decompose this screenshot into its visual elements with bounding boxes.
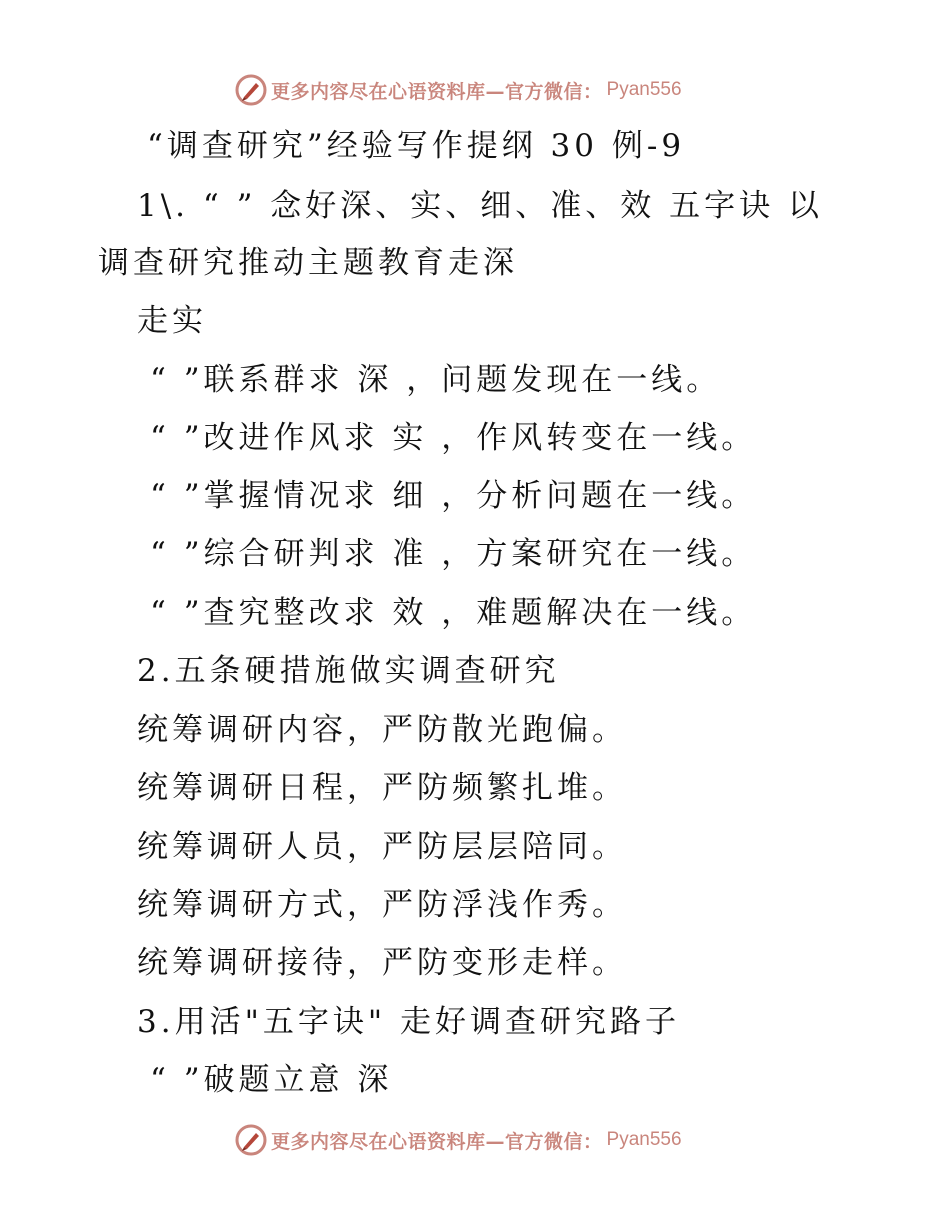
pen-logo-icon <box>235 1124 267 1156</box>
document-title: “调查研究”经验写作提纲 30 例-9 <box>147 128 686 164</box>
list-item: 统筹调研内容，严防散光跑偏。 <box>137 712 627 748</box>
list-item: “ ”掌握情况求 细 ，分析问题在一线。 <box>150 478 757 514</box>
watermark-wechat-id: Pyan556 <box>606 1129 682 1150</box>
list-item: “ ”改进作风求 实 ，作风转变在一线。 <box>150 420 757 456</box>
list-item: “ ”综合研判求 准 ，方案研究在一线。 <box>150 536 757 572</box>
watermark-text: 更多内容尽在心语资料库—官方微信： <box>271 1130 603 1153</box>
watermark-text: 更多内容尽在心语资料库—官方微信： <box>271 80 603 103</box>
watermark-footer <box>235 1122 682 1158</box>
section-3-heading: 3.用活"五字诀" 走好调查研究路子 <box>137 1004 680 1040</box>
list-item: “ ”破题立意 深 <box>150 1062 393 1098</box>
list-item: 统筹调研人员，严防层层陪同。 <box>137 829 627 865</box>
pen-logo-icon <box>235 74 267 106</box>
section-1-heading: 1\. “ ” 念好深、实、细、准、效 五字诀 以 <box>137 188 823 224</box>
list-item: 统筹调研日程，严防频繁扎堆。 <box>137 770 627 806</box>
section-1-heading-cont: 调查研究推动主题教育走深 <box>98 245 518 281</box>
watermark-header <box>235 72 682 108</box>
watermark-wechat-id: Pyan556 <box>606 79 682 100</box>
list-item: 统筹调研接待，严防变形走样。 <box>137 945 627 981</box>
list-item: “ ”联系群求 深 ，问题发现在一线。 <box>150 362 722 398</box>
section-2-heading: 2.五条硬措施做实调查研究 <box>137 653 560 689</box>
list-item: 统筹调研方式，严防浮浅作秀。 <box>137 887 627 923</box>
list-item: “ ”查究整改求 效 ，难题解决在一线。 <box>150 595 757 631</box>
section-1-heading-cont2: 走实 <box>137 303 207 339</box>
